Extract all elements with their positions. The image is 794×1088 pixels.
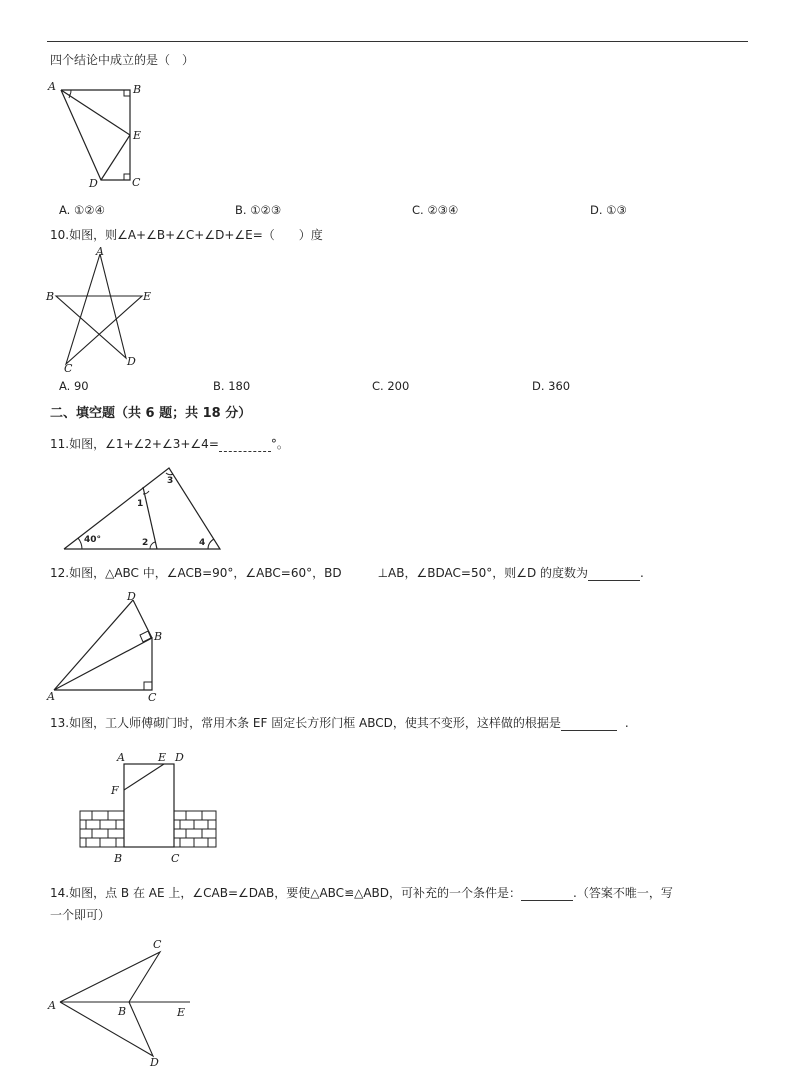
q11-stem [50,436,289,452]
q14-label-c: C [153,938,162,951]
q13-label-f: F [111,784,119,797]
header-rule [47,41,748,42]
q14-label-e: E [177,1006,186,1019]
q12-label-d: D [127,590,136,603]
q9-label-c: C [132,176,141,189]
q13-door-figure [78,748,223,868]
q11-stem-suffix: °。 [270,437,289,451]
q12-label-a: A [47,690,55,703]
q10-label-d: D [127,355,136,368]
q11-label-1: 1 [137,499,144,509]
q9-label-a: A [48,80,56,93]
q9-option-d[interactable]: D. ①③ [590,203,627,217]
q14-label-d: D [150,1056,159,1069]
q10-label-e: E [143,290,152,303]
q13-stem-text: 13.如图，工人师傅砌门时，常用木条 EF 固定长方形门框 ABCD，使其不变形，这样做的根据是 [50,716,561,730]
q12-answer-blank[interactable] [588,580,640,581]
q13-label-c: C [171,852,180,865]
q10-stem: 10.如图，则∠A+∠B+∠C+∠D+∠E=（ ）度 [50,228,323,242]
q11-figure [60,462,225,554]
q10-label-a: A [96,245,104,258]
q14-stem-line2: 一个即可） [50,908,111,922]
q10-option-c[interactable]: C. 200 [372,379,410,393]
q9-option-b[interactable]: B. ①②③ [235,203,282,217]
q10-option-b[interactable]: B. 180 [213,379,251,393]
q14-label-b: B [118,1005,127,1018]
q11-label-40: 40° [84,535,102,545]
q9-stem-tail: 四个结论中成立的是（ ） [50,53,195,67]
q13-stem [50,715,629,731]
q12-stem-part2: ⊥AB，∠BDAC=50°，则∠D 的度数为 [377,566,589,580]
q11-label-4: 4 [199,538,206,548]
q14-figure [44,934,204,1074]
left-brick-wall [80,811,124,847]
q12-label-c: C [148,691,157,704]
q10-label-c: C [64,362,73,375]
q12-stem-part1: 12.如图，△ABC 中，∠ACB=90°，∠ABC=60°，BD [50,566,342,580]
q10-label-b: B [46,290,55,303]
q14-label-a: A [48,999,56,1012]
q11-stem-text: 11.如图，∠1+∠2+∠3+∠4= [50,437,219,451]
q12-stem [50,565,644,581]
q12-stem-end: . [640,566,644,580]
q10-option-a[interactable]: A. 90 [59,379,89,393]
q13-label-b: B [114,852,123,865]
q14-answer-blank[interactable] [521,900,573,901]
q12-label-b: B [154,630,163,643]
right-brick-wall [174,811,216,847]
q9-label-b: B [133,83,142,96]
q9-option-a[interactable]: A. ①②④ [59,203,105,217]
q13-label-d: D [175,751,184,764]
q13-answer-blank[interactable] [561,730,617,731]
q13-label-a: A [117,751,125,764]
q9-option-c[interactable]: C. ②③④ [412,203,459,217]
q10-option-d[interactable]: D. 360 [532,379,571,393]
q14-stem-text: 14.如图，点 B 在 AE 上，∠CAB=∠DAB，要使△ABC≌△ABD，可补充的一个条件是： [50,886,522,900]
q14-stem-line1 [50,885,673,901]
q10-star-figure [44,246,164,376]
q14-stem-end: .（答案不唯一，写 [573,886,673,900]
q11-answer-blank[interactable] [219,451,271,452]
q11-label-3: 3 [167,476,174,486]
q13-label-e: E [158,751,167,764]
q13-stem-end: . [624,716,629,730]
q12-figure [44,588,169,703]
q11-label-2: 2 [142,538,149,548]
q9-label-d: D [89,177,98,190]
q9-label-e: E [133,129,142,142]
q9-figure [44,80,154,195]
section-title-fill-blank: 二、填空题（共 6 题；共 18 分） [50,406,252,421]
